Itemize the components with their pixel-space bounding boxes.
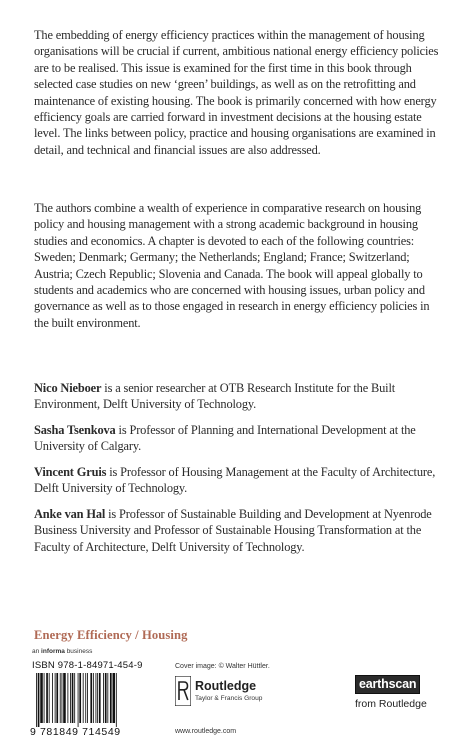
publisher-group: Taylor & Francis Group [195,695,263,702]
earthscan-from: from Routledge [355,698,427,710]
author-name: Anke van Hal [34,507,106,521]
barcode-bar [83,673,84,723]
publisher-name: Routledge [195,679,257,693]
barcode-number: 9 781849 714549 [30,726,121,738]
barcode-bar [79,673,81,723]
description-paragraph-2: The authors combine a wealth of experience in comparative research on housing policy and housing management with a strong academic background in housing studies and economics. A chapter is devoted to each of the following countries: Sweden; Denmark; Germany; the Netherlands; England; France; Switzerland; Austria; Czech Republic; Slovenia and Canada. The book will appeal globally to students and academics who are concerned with housing issues, urban policy and governance as well as to those engaged in research in energy efficiency policies in the built environment. [34,201,430,330]
barcode-bar [97,673,98,723]
barcode-bar [74,673,75,723]
barcode-bar [56,673,58,723]
barcode-bar [107,673,108,723]
barcode-bar [38,673,40,727]
barcode-bar [93,673,94,723]
isbn-number: ISBN 978-1-84971-454-9 [32,660,143,671]
barcode-bar [85,673,86,723]
barcode-bar [110,673,112,723]
barcode-bar [46,673,48,723]
barcode-bar [70,673,71,723]
barcode-bar [87,673,88,723]
barcode-bar [63,673,66,723]
barcode-bar [40,673,43,723]
barcode-bars [30,673,152,727]
cover-image-credit: Cover image: © Walter Hüttler. [175,663,270,670]
barcode [30,660,152,744]
author-bio-nieboer [34,380,446,413]
barcode-bar [36,673,37,727]
barcode-bar [60,673,61,723]
barcode-bar [96,673,97,723]
barcode-bar [105,673,107,723]
barcode-bar [62,673,63,723]
informa-business-line: an informa business [32,648,93,655]
author-name: Vincent Gruis [34,465,107,479]
informa-brand: informa [41,648,65,655]
barcode-bar [72,673,74,723]
author-name: Nico Nieboer [34,381,102,395]
barcode-bar [44,673,45,723]
description-paragraph-1: The embedding of energy efficiency practices within the management of housing organisations will be crucial if current, ambitious national energy efficiency policies are to be realised. This issue is examined for the first time in this book through selected case studies on new ‘green’ buildings, as well as on the retrofitting and maintenance of existing housing. The book is primarily concerned with how energy efficiency goals are carried forward in investment decisions at the housing estate level. The links between policy, practice and housing organisations are examined in detail, and technical and financial issues are also addressed. [34,28,439,157]
barcode-bar [103,673,104,723]
barcode-bar [116,673,117,727]
barcode-bar [55,673,56,723]
barcode-bar [99,673,101,723]
barcode-bar [52,673,53,723]
author-bio-text: is Professor of Housing Management at the Faculty of Architecture, Delft University of Technology. [34,465,436,496]
author-bio-gruis [34,464,446,497]
author-bio-text: is Professor of Sustainable Building and Development at Nyenrode Business University and Professor of Sustainable Housing Transformation at the Faculty of Architecture, Delft University of Technology. [34,507,432,554]
earthscan-wordmark: earthscan [355,675,420,694]
author-bio-tsenkova [34,422,446,455]
earthscan-logo [355,675,447,710]
barcode-bar [67,673,68,723]
barcode-bar [113,673,116,723]
author-bio-text: is Professor of Planning and International Development at the University of Calgary. [34,423,416,454]
author-bio-text: is a senior researcher at OTB Research Institute for the Built Environment, Delft University of Technology. [34,381,396,412]
barcode-bar [78,673,79,727]
subject-category: Energy Efficiency / Housing [34,628,188,642]
barcode-bar [90,673,92,723]
routledge-logo [175,676,295,712]
routledge-r-icon [175,676,191,706]
author-name: Sasha Tsenkova [34,423,116,437]
author-bio-van-hal [34,506,446,555]
barcode-bar [49,673,50,723]
publisher-url: www.routledge.com [175,728,237,735]
